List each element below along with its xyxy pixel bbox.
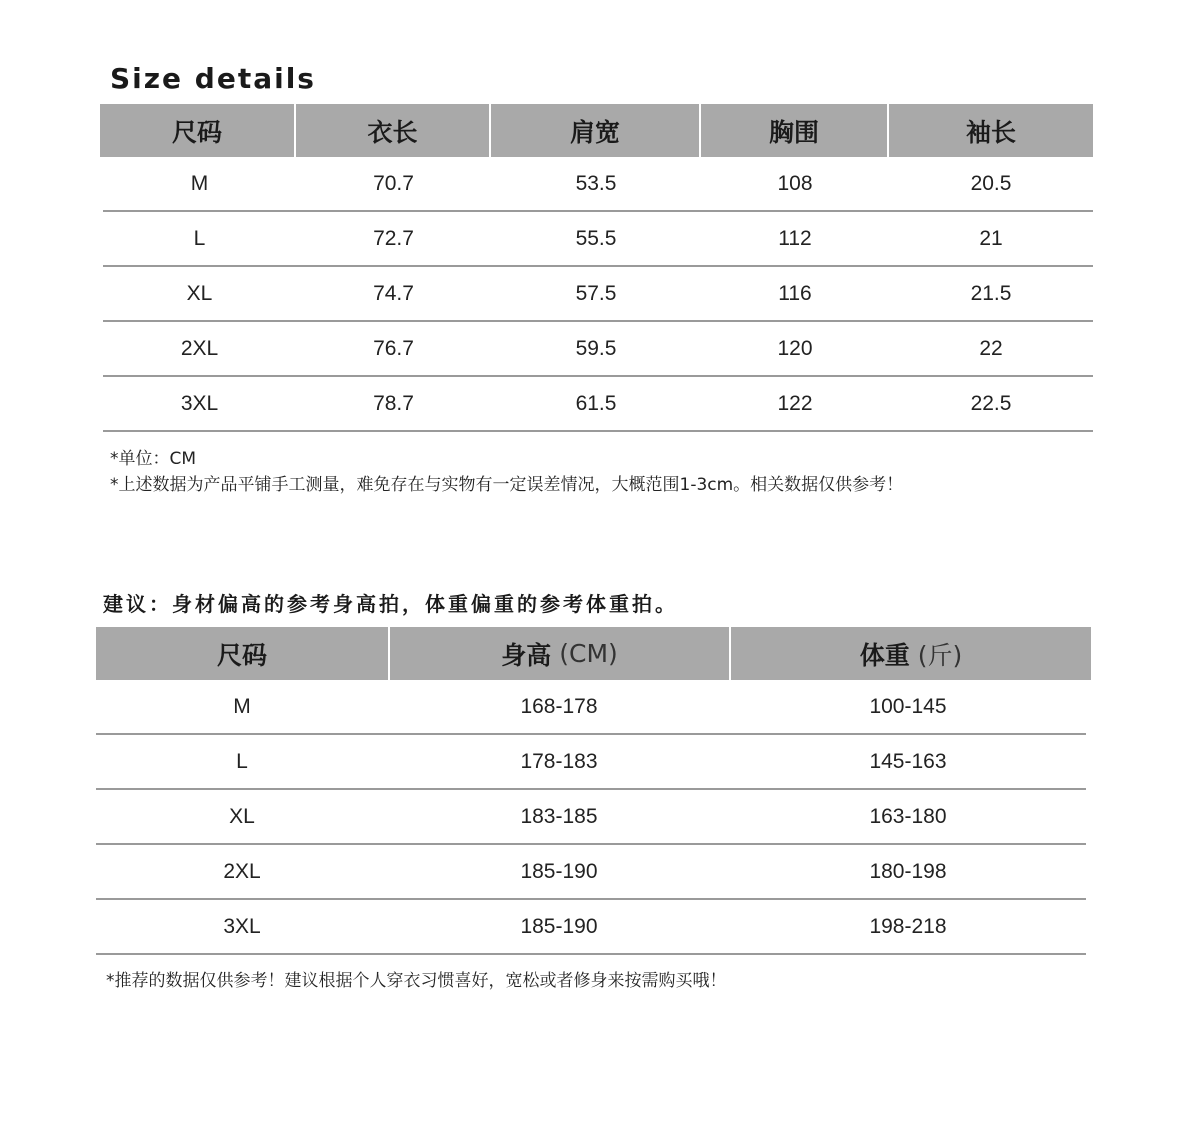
- table-cell: 22.5: [970, 391, 1012, 415]
- recommendation-table: [96, 627, 1091, 955]
- table-cell: XL: [186, 281, 213, 305]
- table-cell: M: [190, 171, 209, 195]
- chest-header-cell: 胸围: [701, 104, 889, 157]
- table-cell: 59.5: [575, 336, 617, 360]
- table-cell: 61.5: [575, 391, 617, 415]
- table-cell: 100-145: [869, 694, 947, 718]
- table-row: [96, 900, 1086, 955]
- table-row: [96, 735, 1086, 790]
- table-cell: 78.7: [373, 391, 414, 415]
- advice-heading: 建议：身材偏高的参考身高拍，体重偏重的参考体重拍。: [103, 592, 678, 616]
- table-cell: 183-185: [520, 804, 598, 828]
- table-row: [103, 212, 1093, 267]
- table-row: [103, 377, 1093, 432]
- size-header-cell: 尺码: [100, 104, 296, 157]
- table-cell: 122: [777, 391, 813, 415]
- table-cell: 74.7: [373, 281, 414, 305]
- table-cell: 116: [778, 281, 812, 305]
- table-cell: 120: [777, 336, 813, 360]
- table-cell: 145-163: [869, 749, 947, 773]
- table-cell: 168-178: [520, 694, 598, 718]
- table-cell: 76.7: [373, 336, 414, 360]
- table-cell: 21: [979, 226, 1003, 250]
- table-cell: 178-183: [520, 749, 598, 773]
- table-cell: 57.5: [575, 281, 617, 305]
- notes: [110, 446, 903, 498]
- height-header-label: 身高: [501, 640, 552, 670]
- rec-size-header-cell: [96, 627, 390, 680]
- length-header-cell: 衣长: [296, 104, 491, 157]
- table-cell: 22: [979, 336, 1003, 360]
- table-row: [103, 267, 1093, 322]
- table-cell: 185-190: [520, 859, 598, 883]
- table-cell: L: [236, 749, 248, 773]
- table-cell: 180-198: [869, 859, 947, 883]
- height-header-cell: [390, 627, 731, 680]
- table-cell: 53.5: [575, 171, 617, 195]
- weight-header-cell: [731, 627, 1091, 680]
- table-row: [103, 322, 1093, 377]
- rec-size-header-label: 尺码: [216, 640, 267, 670]
- table-cell: 108: [777, 171, 813, 195]
- table-cell: 21.5: [970, 281, 1012, 305]
- bottom-note: *推荐的数据仅供参考！建议根据个人穿衣习惯喜好，宽松或者修身来按需购买哦！: [106, 971, 727, 991]
- table-cell: 3XL: [223, 914, 261, 938]
- table-cell: L: [193, 226, 206, 250]
- table-cell: 2XL: [223, 859, 261, 883]
- table-row: [96, 680, 1086, 735]
- weight-header-label: 体重: [859, 640, 910, 670]
- table-cell: M: [233, 694, 251, 718]
- table-row: [103, 157, 1093, 212]
- table-row: [96, 845, 1086, 900]
- size-table: [100, 104, 1093, 432]
- unit-note: *单位：CM: [110, 449, 197, 469]
- table-cell: 20.5: [970, 171, 1012, 195]
- disclaimer-note: *上述数据为产品平铺手工测量，难免存在与实物有一定误差情况，大概范围1-3cm。相关数据仅供参考！: [110, 475, 904, 495]
- height-header-unit: (CM): [559, 639, 618, 668]
- shoulder-header-cell: 肩宽: [491, 104, 701, 157]
- sleeve-header-cell: 袖长: [965, 117, 1016, 147]
- table-cell: 3XL: [180, 391, 219, 415]
- table-cell: XL: [229, 804, 255, 828]
- rec-table-body: [96, 680, 1086, 955]
- table-cell: 2XL: [180, 336, 219, 360]
- table-cell: 55.5: [575, 226, 617, 250]
- size-table-body: [103, 157, 1093, 432]
- table-cell: 70.7: [373, 171, 414, 195]
- table-cell: 163-180: [869, 804, 947, 828]
- weight-header-unit: (斤): [917, 640, 963, 670]
- page-title: Size details: [110, 62, 316, 95]
- table-row: [96, 790, 1086, 845]
- size-table-header: [100, 104, 1093, 157]
- table-cell: 112: [778, 226, 812, 250]
- table-cell: 72.7: [373, 226, 414, 250]
- table-cell: 198-218: [869, 914, 947, 938]
- table-cell: 185-190: [520, 914, 598, 938]
- rec-table-header: [96, 627, 1091, 680]
